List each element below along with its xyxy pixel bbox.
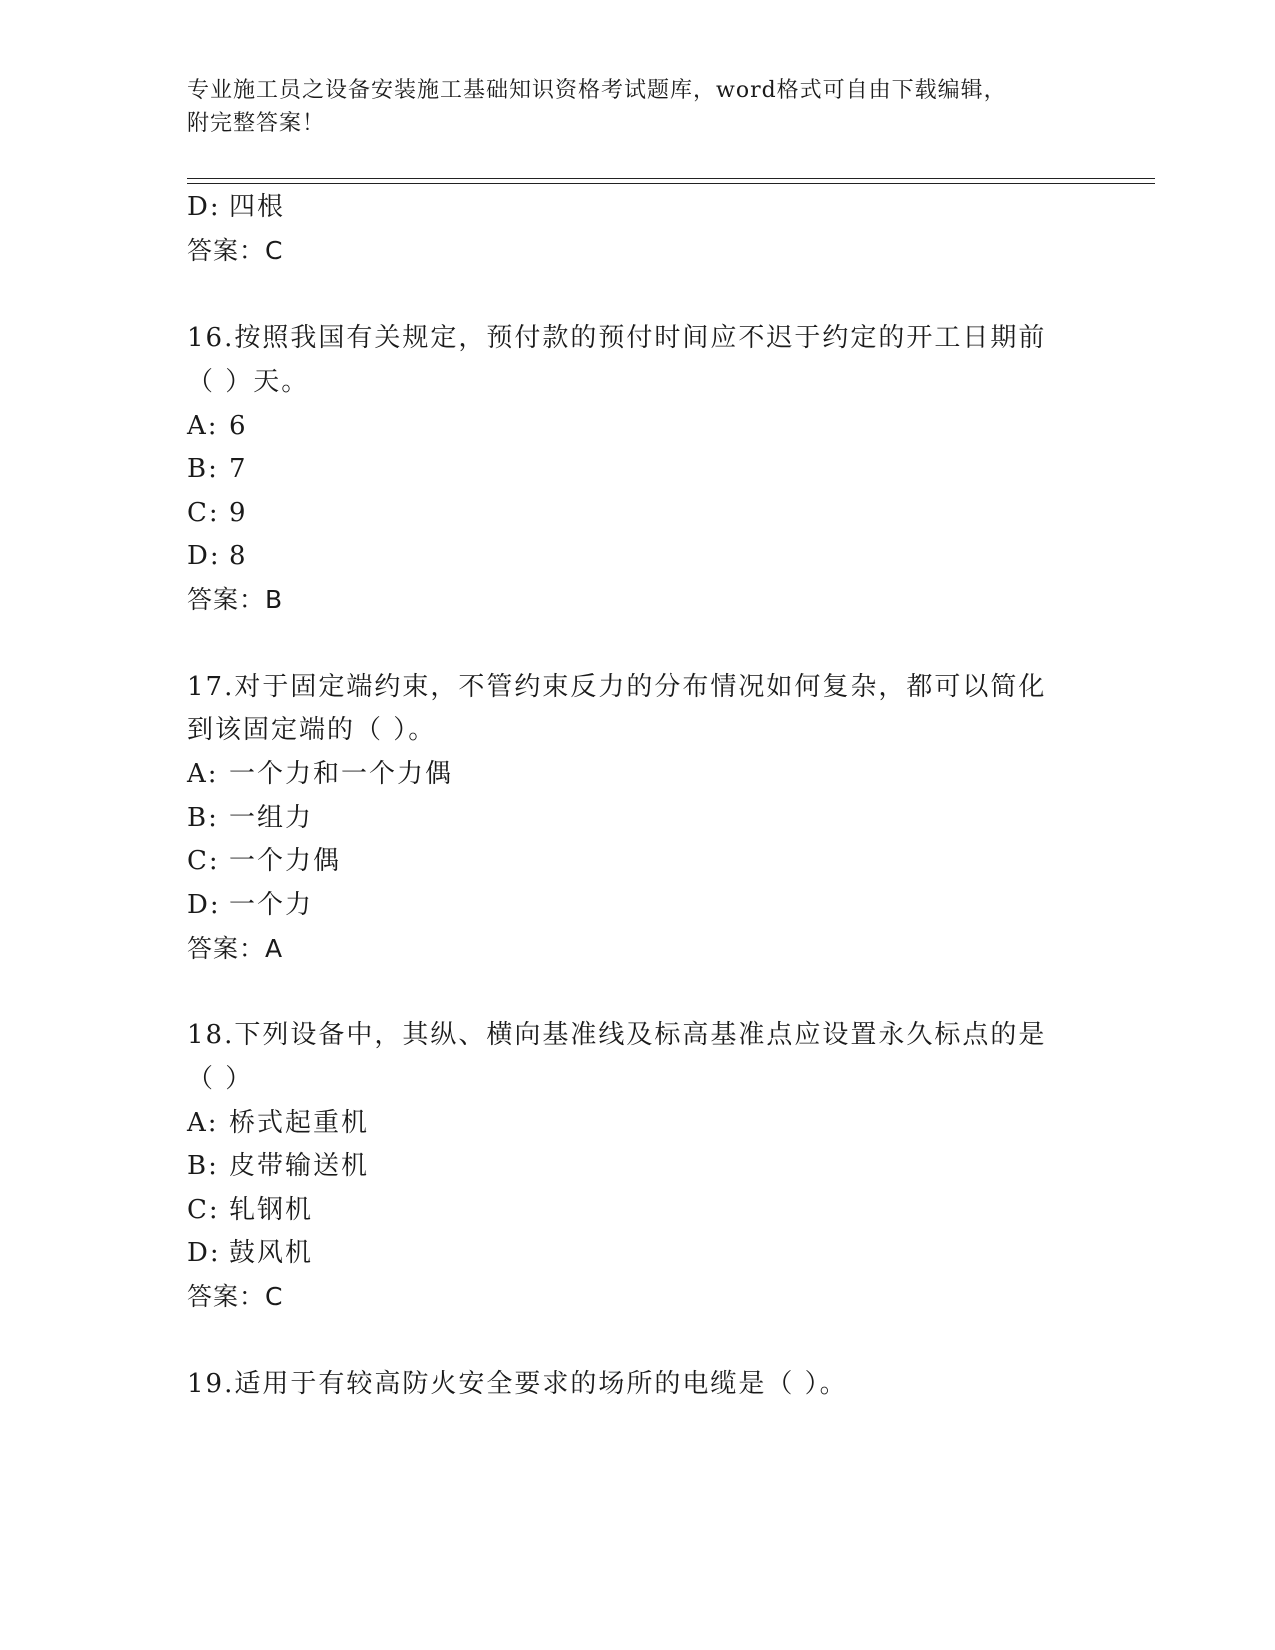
- option-text: 8: [229, 541, 248, 571]
- option-text: 桥式起重机: [229, 1108, 370, 1138]
- header-line-2: 附完整答案！: [187, 111, 326, 136]
- option-prefix: A:: [187, 759, 219, 789]
- option-text: 轧钢机: [229, 1195, 314, 1225]
- option-prefix: C:: [187, 498, 220, 528]
- q17-option-d: [187, 890, 313, 920]
- header-line-1: 专业施工员之设备安装施工基础知识资格考试题库，word格式可自由下载编辑，: [187, 78, 1007, 103]
- option-prefix: D:: [187, 890, 221, 920]
- q17-answer: 答案：A: [187, 934, 284, 963]
- option-text: 四根: [229, 192, 286, 222]
- q16-option-c: [187, 498, 248, 528]
- header-divider-top: [187, 178, 1155, 179]
- option-text: 皮带输送机: [229, 1151, 370, 1181]
- q17-stem-line-2: 到该固定端的（ ）。: [187, 715, 437, 745]
- option-prefix: B:: [187, 803, 219, 833]
- option-text: 一个力: [229, 890, 314, 920]
- option-prefix: A:: [187, 411, 219, 441]
- q18-option-c: [187, 1195, 313, 1225]
- q16-option-b: [187, 454, 248, 484]
- q17-stem-line-1: 17.对于固定端约束，不管约束反力的分布情况如何复杂，都可以简化: [187, 672, 1047, 702]
- document-header: [187, 74, 1087, 140]
- option-text: 9: [229, 498, 248, 528]
- option-text: 一个力偶: [229, 846, 342, 876]
- header-divider-bottom: [187, 183, 1155, 184]
- q18-answer: 答案：C: [187, 1282, 284, 1311]
- prev-option-d: [187, 192, 285, 222]
- prev-answer: 答案：C: [187, 236, 284, 265]
- option-prefix: A:: [187, 1108, 219, 1138]
- option-text: 一组力: [229, 803, 314, 833]
- option-prefix: C:: [187, 1195, 220, 1225]
- option-text: 鼓风机: [229, 1238, 314, 1268]
- option-prefix: D:: [187, 541, 221, 571]
- option-prefix: C:: [187, 846, 220, 876]
- option-prefix: B:: [187, 454, 219, 484]
- q18-option-b: [187, 1151, 369, 1181]
- option-prefix: B:: [187, 1151, 219, 1181]
- q16-option-a: [187, 411, 248, 441]
- q17-option-c: [187, 846, 341, 876]
- q16-stem-line-1: 16.按照我国有关规定，预付款的预付时间应不迟于约定的开工日期前: [187, 323, 1047, 353]
- q18-option-a: [187, 1108, 369, 1138]
- option-prefix: D:: [187, 1238, 221, 1268]
- q18-stem-line-2: （ ）: [187, 1064, 254, 1094]
- q17-option-a: [187, 759, 453, 789]
- q19-stem-line-1: 19.适用于有较高防火安全要求的场所的电缆是（ ）。: [187, 1369, 848, 1399]
- q17-option-b: [187, 803, 313, 833]
- q18-stem-line-1: 18.下列设备中，其纵、横向基准线及标高基准点应设置永久标点的是: [187, 1020, 1047, 1050]
- option-text: 一个力和一个力偶: [229, 759, 454, 789]
- q18-option-d: [187, 1238, 313, 1268]
- q16-option-d: [187, 541, 248, 571]
- q16-stem-line-2: （ ）天。: [187, 367, 310, 397]
- option-prefix: D:: [187, 192, 221, 222]
- option-text: 7: [229, 454, 248, 484]
- q16-answer: 答案：B: [187, 585, 284, 614]
- option-text: 6: [229, 411, 248, 441]
